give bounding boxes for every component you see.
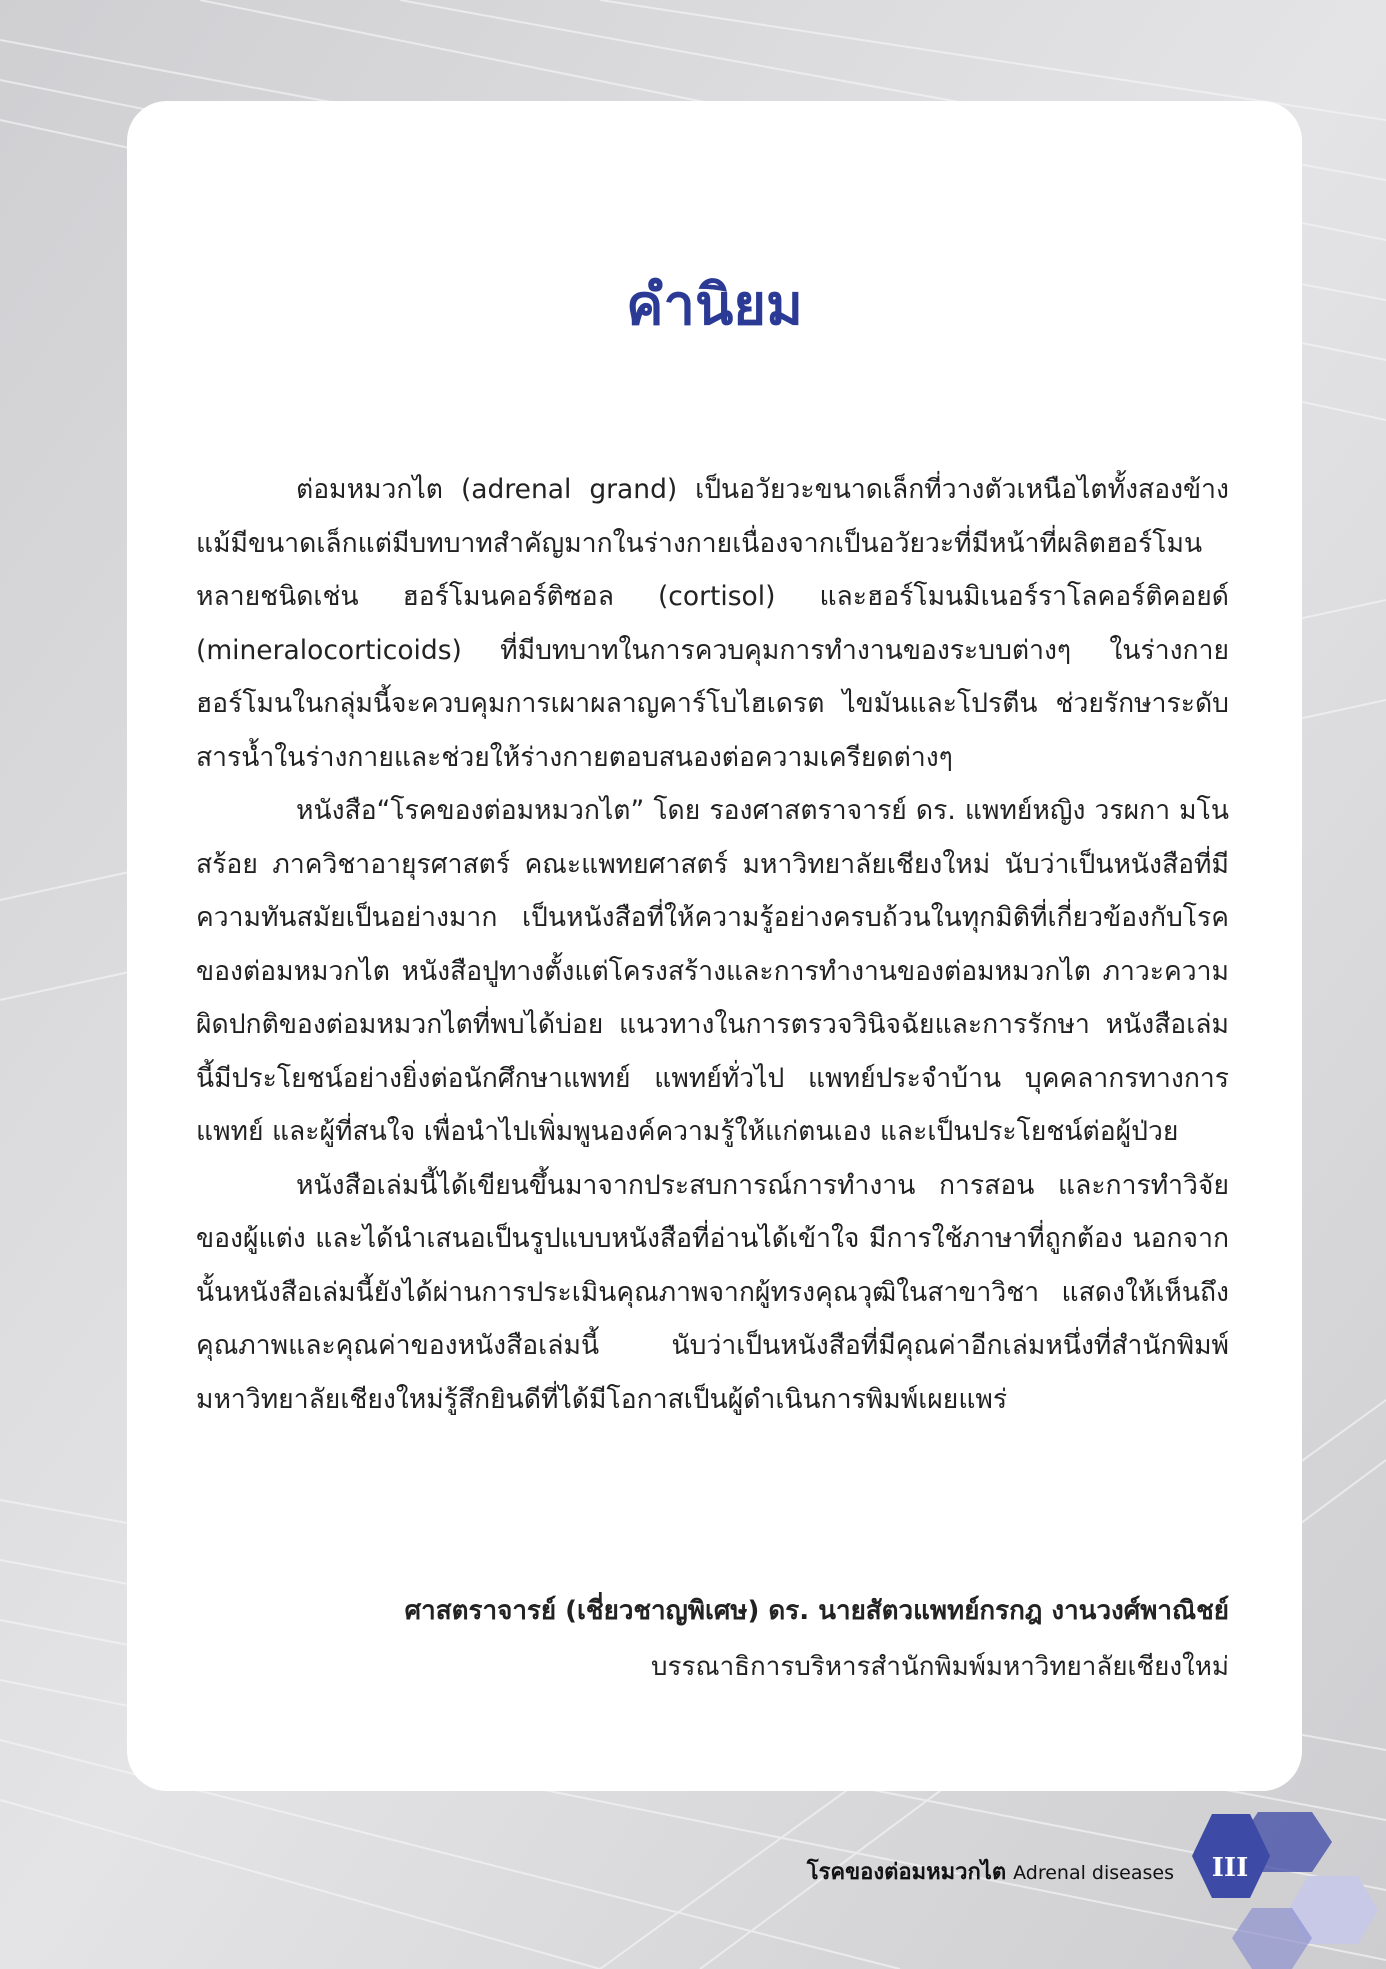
paragraph-3: หนังสือเล่มนี้ได้เขียนขึ้นมาจากประสบการณ์การทำงาน การสอน และการทำวิจัยของผู้แต่ง และได้นำเสนอเป็นรูปแบบหนังสือที่อ่านได้เข้าใจ มีการใช้ภาษาที่ถูกต้อง นอกจากนั้นหนังสือเล่มนี้ยังได้ผ่านการประเมินคุณภาพจากผู้ทรงคุณวุฒิในสาขาวิชา แสดงให้เห็นถึงคุณภาพและคุณค่าของหนังสือเล่มนี้ นับว่าเป็นหนังสือที่มีคุณค่าอีกเล่มหนึ่งที่สำนักพิมพ์มหาวิทยาลัยเชียงใหม่รู้สึกยินดีที่ได้มีโอกาสเป็นผู้ดำเนินการพิมพ์เผยแพร่ (196, 1169, 1229, 1415)
paragraph-2: หนังสือ“โรคของต่อมหมวกไต” โดย รองศาสตราจารย์ ดร. แพทย์หญิง วรผกา มโนสร้อย ภาควิชาอายุรศาสตร์ คณะแพทยศาสตร์ มหาวิทยาลัยเชียงใหม่ นับว่าเป็นหนังสือที่มีความทันสมัยเป็นอย่างมาก เป็นหนังสือที่ให้ความรู้อย่างครบถ้วนในทุกมิติที่เกี่ยวข้องกับโรคของต่อมหมวกไต หนังสือปูทางตั้งแต่โครงสร้างและการทำงานของต่อมหมวกไต ภาวะความผิดปกติของต่อมหมวกไตที่พบได้บ่อย แนวทางในการตรวจวินิจฉัยและการรักษา หนังสือเล่มนี้มีประโยชน์อย่างยิ่งต่อนักศึกษาแพทย์ แพทย์ทั่วไป แพทย์ประจำบ้าน บุคคลากรทางการแพทย์ และผู้ที่สนใจ เพื่อนำไปเพิ่มพูนองค์ความรู้ให้แก่ตนเอง และเป็นประโยชน์ต่อผู้ป่วย (196, 795, 1229, 1147)
footer-book-title-en: Adrenal diseases (1013, 1862, 1174, 1884)
foreword-body (196, 463, 1229, 1426)
page-number: III (1211, 1853, 1249, 1883)
signature-block (405, 1583, 1229, 1695)
signature-position: บรรณาธิการบริหารสำนักพิมพ์มหาวิทยาลัยเชียงใหม่ (651, 1652, 1229, 1682)
running-footer (807, 1854, 1174, 1889)
signature-name: ศาสตราจารย์ (เชี่ยวชาญพิเศษ) ดร. นายสัตวแพทย์กรกฎ งานวงศ์พาณิชย์ (404, 1596, 1229, 1626)
footer-book-title-th: โรคของต่อมหมวกไต (806, 1860, 1007, 1885)
paragraph-1: ต่อมหมวกไต (adrenal grand) เป็นอวัยวะขนาดเล็กที่วางตัวเหนือไตทั้งสองข้าง แม้มีขนาดเล็กแต่มีบทบาทสำคัญมากในร่างกายเนื่องจากเป็นอวัยวะที่มีหน้าที่ผลิตฮอร์โมนหลายชนิดเช่น ฮอร์โมนคอร์ติซอล (cortisol) และฮอร์โมนมิเนอร์ราโลคอร์ติคอยด์ (mineralocorticoids) ที่มีบทบาทในการควบคุมการทำงานของระบบต่างๆ ในร่างกาย ฮอร์โมนในกลุ่มนี้จะควบคุมการเผาผลาญคาร์โบไฮเดรต ไขมันและโปรตีน ช่วยรักษาระดับสารน้ำในร่างกายและช่วยให้ร่างกายตอบสนองต่อความเครียดต่างๆ (196, 474, 1229, 773)
page-title: คำนิยม (626, 273, 803, 338)
